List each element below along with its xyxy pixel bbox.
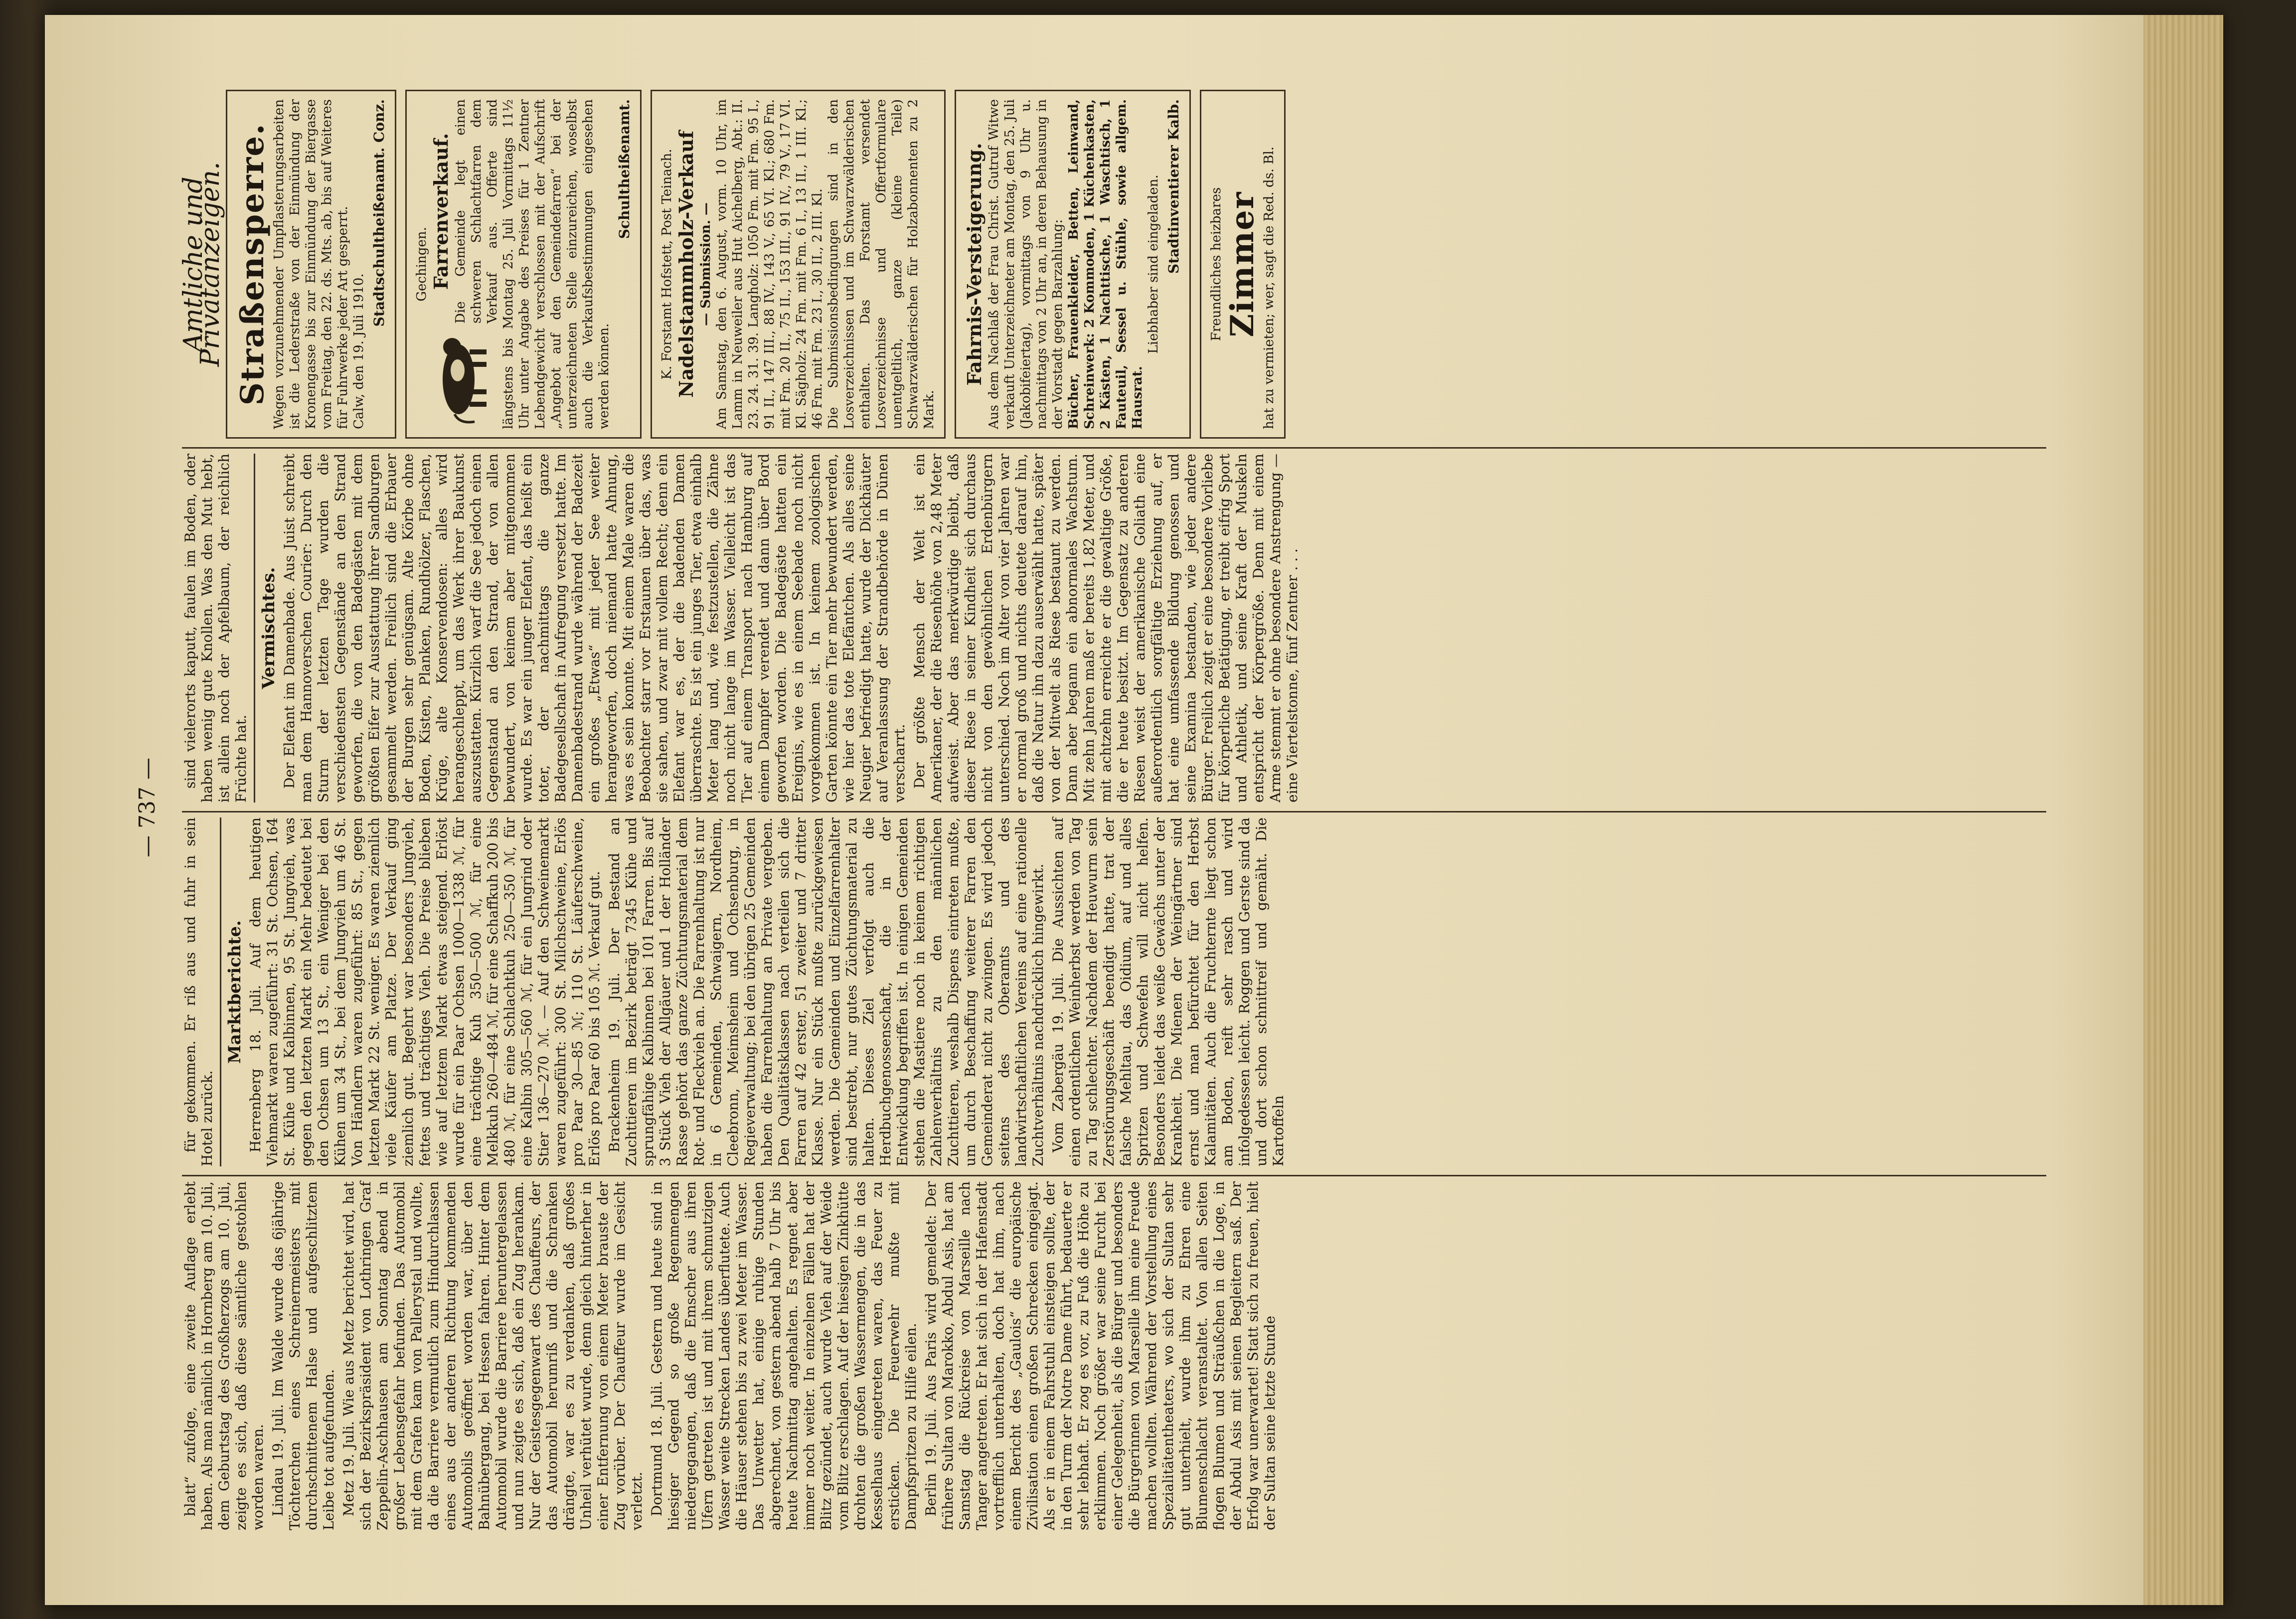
ad-title: Nadelstammholz-Verkauf <box>675 131 697 398</box>
ad-title: Straßensperre. <box>234 123 271 406</box>
column-2 <box>182 817 2056 1166</box>
section-heading: Marktberichte. <box>225 920 245 1064</box>
ad-text: Die Gemeinde legt einen schweren Schlachtfarren dem Verkauf aus. Offerte sind längstens bis Montag 25. Juli Vormittags 11½ Uhr unter Angabe des Preises für 1 Zentner Lebendgewicht verschlossen mit der Aufschrift „Angebot auf den Gemeindefarren“ bei der unterzeichneten Stelle einzureichen, woselbst auch die Verkaufsbestimmungen eingesehen werden können. <box>453 99 612 429</box>
page-number: — 737 — <box>135 758 160 857</box>
news-paragraph: Dortmund 18. Juli. Gestern und heute sind in hiesiger Gegend so große Regenmengen niedergegangen, daß die Emscher aus ihren Ufern getreten ist und mit ihrem schmutzigen Wasser weite Strecken Landes überflutete. Auch die Häuser stehen bis zu zwei Meter im Wasser. Das Unwetter hat, einige ruhige Stunden abgerechnet, von gestern abend halb 7 Uhr bis heute Nachmittag angehalten. Es regnet aber immer noch weiter. In einzelnen Fällen hat der Blitz gezündet, auch wurde Vieh auf der Weide vom Blitz erschlagen. Auf der hiesigen Zinkhütte drohten die großen Wassermengen, die in das Kesselhaus eingetreten waren, das Feuer zu ersticken. Die Feuerwehr mußte mit Dampfspritzen zu Hilfe eilen. <box>649 1181 919 1530</box>
column-rule <box>182 447 2046 449</box>
ad-signature: Stadtschultheißenamt. Conz. <box>371 99 387 327</box>
ad-place: Gechingen. <box>414 227 429 302</box>
news-paragraph: für gekommen. Er riß aus und fuhr in sein Hotel zurück. <box>182 817 215 1166</box>
ad-text: Die Submissionsbedingungen sind in den Losverzeichnissen und im Schwarzwälderischen enthalten. Das Forstamt versendet Losverzeichnisse und Offertformulare unentgeltlich, ganze (kleine Teile) Schwarzwälderischen für Holzabonnenten zu 2 Mark. <box>826 99 937 429</box>
market-paragraph: Vom Zabergäu 19. Juli. Die Aussichten auf einen ordentlichen Weinherbst werden von Tag zu Tag schlechter. Nachdem der Heuwurm sein Zerstörungsgeschäft beendigt hatte, trat der falsche Mehltau, das Oidium, auf und alles Spritzen und Schwefeln will nicht helfen. Besonders leidet das weiße Gewächs unter der Krankheit. Die Mienen der Weingärtner sind ernst und man befürchtet für den Herbst Kalamitäten. Auch die Fruchternte liegt schon am Boden, reift sehr rasch und wird infolgedessen leicht. Roggen und Gerste sind da und dort schon schnittreif und gemäht. Die Kartoffeln <box>1050 817 1287 1166</box>
news-paragraph: Metz 19. Juli. Wie aus Metz berichtet wird, hat sich der Bezirkspräsident von Lothringen Graf Zeppelin-Aschhausen am Sonntag abend in großer Lebensgefahr befunden. Das Automobil mit dem Grafen kam von Pallerystal und wollte, da die Barriere vermutlich zum Hindurchlassen eines aus der anderen Richtung kommenden Automobils geöffnet worden war, über den Bahnübergang, bei Hessen fahren. Hinter dem Automobil wurde die Barriere heruntergelassen und nun zeigte es sich, daß ein Zug herankam. Nur der Geistesgegenwart des Chauffeurs, der das Automobil herumriß und die Schranken drängte, war es zu verdanken, daß großes Unheil verhütet wurde, denn gleich hinterher in einer Entfernung von einem Meter brauste der Zug vorüber. Der Chauffeur wurde im Gesicht verletzt. <box>340 1181 645 1530</box>
ad-text: Wegen vorzunehmender Umpflasterungsarbeiten ist die Lederstraße von der Einmündung der Kronengasse bis zur Einmündung der Biergasse vom Freitag, den 22. ds. Mts. ab, bis auf Weiteres für Fuhrwerke jeder Art gesperrt. <box>272 99 350 429</box>
ad-nadelstammholz <box>651 90 946 439</box>
section-heading: Vermischtes. <box>259 567 279 689</box>
column-1 <box>182 1181 2056 1530</box>
ad-zimmer <box>1200 90 1286 439</box>
ad-invite: Liebhaber sind eingeladen. <box>1146 174 1161 354</box>
column-rule <box>182 1175 2046 1176</box>
news-paragraph: sind vielerorts kaputt, faulen im Boden, oder haben wenig gute Knollen. Was den Mut hebt, ist allein noch der Apfelbaum, der reichlich Früchte hat. <box>182 454 249 803</box>
ad-fahrnis <box>955 90 1191 439</box>
ad-office: K. Forstamt Hofstett, Post Teinach. <box>659 149 674 380</box>
news-paragraph: Lindau 19. Juli. Im Walde wurde das 6jährige Töchterchen eines Schreinermeisters mit durchschnittenem Halse und aufgeschlitztem Leibe tot aufgefunden. <box>270 1181 337 1530</box>
column-3 <box>182 454 2056 803</box>
ad-text: Aus dem Nachlaß der Frau Christ. Gutruf Witwe verkauft Unterzeichneter am Montag, den 25. Juli (Jakobifeiertag), vormittags von 9 Uhr u. nachmittags von 2 Uhr an, in deren Behausung in der Vorstadt gegen Barzahlung: <box>986 99 1065 429</box>
section-divider <box>254 454 255 803</box>
ads-section-title: Amtliche und Privatanzeigen. <box>178 162 225 367</box>
news-paragraph: blatt“ zufolge, eine zweite Auflage erlebt haben. Als man nämlich in Hornberg am 10. Juli, dem Geburtstag des Großherzogs am 10. Juli, zeigte es sich, daß diese sämtliche gestohlen worden waren. <box>182 1181 266 1530</box>
ad-title: Fahrnis-Versteigerung. <box>963 143 985 386</box>
ad-signature: Schultheißenamt. <box>616 99 633 239</box>
ad-farrenverkauf <box>405 90 642 439</box>
book-spine <box>2143 15 2223 1605</box>
ad-title: Zimmer <box>1224 191 1261 337</box>
newspaper-page <box>45 15 2223 1605</box>
ad-text: hat zu vermieten; wer, sagt die Red. ds. Bl. <box>1262 146 1277 429</box>
bull-illustration <box>430 329 490 429</box>
rotated-sheet <box>135 75 2069 1540</box>
ad-lead: Freundliches heizbares <box>1209 187 1224 341</box>
market-paragraph: Herrenberg 18. Juli. Auf dem heutigen Viehmarkt waren zugeführt: 31 St. Ochsen, 164 St. Kühe und Kalbinnen, 95 St. Jungvieh, was gegen den letzten Markt ein Mehr bedeutet bei den Ochsen um 13 St., ein Weniger bei den Kühen um 34 St., bei dem Jungvieh um 46 St. Von Händlern waren zugeführt: 85 St., gegen letzten Markt 22 St. weniger. Es waren ziemlich viele Käufer am Platze. Der Verkauf ging ziemlich gut. Begehrt war besonders Jungvieh, fettes und trächtiges Vieh. Die Preise blieben wie auf letztem Markt etwas steigend. Erlöst wurde für ein Paar Ochsen 1000—1338 ℳ, für eine trächtige Kuh 350—500 ℳ, für eine Melkkuh 260—484 ℳ, für eine Schaffkuh 200 bis 480 ℳ, für eine Schlachtkuh 250—350 ℳ, für eine Kalbin 305—560 ℳ, für ein Jungrind oder Stier 136—270 ℳ. — Auf den Schweinemarkt waren zugeführt: 300 St. Milchschweine, Erlös pro Paar 30—85 ℳ; 110 St. Läuferschweine, Erlös pro Paar 60 bis 105 ℳ. Verkauf gut. <box>247 817 603 1166</box>
column-rule <box>182 811 2046 812</box>
market-paragraph: Brackenheim 19. Juli. Der Bestand an Zuchttieren im Bezirk beträgt 7345 Kühe und sprungfähige Kalbinnen bei 101 Farren. Bis auf 3 Stück Vieh der Allgäuer und 1 der Holländer Rasse gehört das ganze Züchtungsmaterial dem Rot- und Fleckvieh an. Die Farrenhaltung ist nur in 6 Gemeinden, Schwaigern, Nordheim, Cleebronn, Meimsheim und Ochsenburg, in Regieverwaltung; bei den übrigen 25 Gemeinden haben die Farrenhaltung an Private vergeben. Den Qualitätsklassen nach verteilen sich die Farren auf 42 erster, 51 zweiter und 7 dritter Klasse. Nur ein Stück mußte zurückgewiesen werden. Die Gemeinden und Einzelfarrenhalter sind bestrebt, nur gutes Züchtungsmaterial zu halten. Dieses Ziel verfolgt auch die Herdbuchgenossenschaft, die in der Entwicklung begriffen ist. In einigen Gemeinden stehen die Mastiere noch in keinem richtigen Zahlenverhältnis zu den männlichen Zuchttieren, weshalb Dispens eintreten mußte, um durch Beschaffung weiterer Farren den Gemeinderat nicht zu zwingen. Es wird jedoch seitens des Oberamts und des landwirtschaftlichen Vereins auf eine rationelle Zuchtverhältnis nachdrücklich hingewirkt. <box>606 817 1046 1166</box>
misc-paragraph: Der größte Mensch der Welt ist ein Amerikaner, der die Riesenhöhe von 2,48 Meter aufweist. Aber das merkwürdige bleibt, daß dieser Riese in seiner Kindheit sich durchaus nicht von den gewöhnlichen Erdenbürgern unterschied. Noch im Alter von vier Jahren war er normal groß und nichts deutete darauf hin, daß die Natur ihn dazu auserwählt hatte, später von der Mitwelt als Riese bestaunt zu werden. Dann aber begann ein abnormales Wachstum. Mit zehn Jahren maß er bereits 1,82 Meter, und mit achtzehn erreichte er die gewaltige Größe, die er heute besitzt. Im Gegensatz zu anderen Riesen weist der amerikanische Goliath eine außerordentlich sorgfältige Erziehung auf, er hat eine umfassende Bildung genossen und seine Examina bestanden, wie jeder andere Bürger. Freilich zeigt er eine besondere Vorliebe für körperliche Betätigung, er treibt eifrig Sport und Athletik, und seine Kraft der Muskeln entspricht der Körpergröße. Denn mit einem Arme stemmt er ohne besondere Anstrengung — eine Viertelstonne, fünf Zentner . . . <box>911 454 1301 803</box>
ad-strassensperre <box>226 90 396 439</box>
ad-subtitle: — Submission. — <box>698 202 713 326</box>
ad-signature: Stadtinventierer Kalb. <box>1165 99 1182 274</box>
column-ads <box>178 90 2056 439</box>
section-divider <box>220 817 221 1166</box>
ad-items: Bücher, Frauenkleider, Betten, Leinwand, Schreinwerk: 2 Kommoden, 1 Küchenkasten, 2 Kästen, 1 Nachttische, 1 Waschtisch, 1 Fauteuil, Sessel u. Stühle, sowie allgem. Hausrat. <box>1066 99 1145 429</box>
misc-paragraph: Der Elefant im Damenbade. Aus Juist schreibt man dem Hannoverschen Courier: Durch den Sturm der letzten Tage wurden die verschiedensten Gegenstände an den Strand geworfen, die von den Badegästen mit dem größten Eifer zur Ausstattung ihrer Sandburgen gesammelt werden. Freilich sind die Erbauer der Burgen sehr genügsam. Alte Körbe ohne Boden, Kisten, Planken, Rundhölzer, Flaschen, Krüge, alte Konservendosen: alles wird herangeschleppt, um das Werk ihrer Baukunst auszustatten. Kürzlich warf die See jedoch einen Gegenstand an den Strand, der von allen bewundert, von keinem aber mitgenommen wurde. Es war ein junger Elefant, das heißt ein toter, der nachmittags die ganze Badegesellschaft in Aufregung versetzt hatte. Im Damenbadestrand wurde während der Badezeit ein großes „Etwas“ mit jeder See weiter herangeworfen, doch niemand hatte Ahnung, was es sein konnte. Mit einem Male waren die Beobachter starr vor Erstaunen über das, was sie sahen, und zwar mit vollem Recht; denn ein Elefant war es, der die badenden Damen überraschte. Es ist ein junges Tier, etwa einhalb Meter lang und, wie festzustellen, die Zähne noch nicht lange im Wasser. Vielleicht ist das Tier auf einem Transport nach Hamburg auf einem Dampfer verendet und dann über Bord geworfen worden. Die Badegäste hatten ein Ereignis, wie es in einem Seebade noch nicht vorgekommen ist. In keinem zoologischen Garten könnte ein Tier mehr bewundert werden, wie hier das tote Elefäntchen. Als alles seine Neugier befriedigt hatte, wurde der Dickhäuter auf Veranlassung der Strandbehörde in Dünen verscharrt. <box>281 454 908 803</box>
ad-text: Am Samstag, den 6. August, vorm. 10 Uhr, im Lamm in Neuweiler aus Hut Aichelberg, Abt.: II. 23. 24. 31. 39. Langholz: 1050 Fm. mit Fm. 95 I., 91 II., 147 III., 88 IV., 143 V., 65 VI. Kl.; 680 Fm. mit Fm. 20 II., 75 II., 153 III., 91 IV., 79 V., 17 VI. Kl. Sägholz: 24 Fm. mit Fm. 6 I., 13 II., 1 III. Kl.; 46 Fm. mit Fm. 23 I., 30 II., 2 III. Kl. <box>714 99 825 429</box>
news-paragraph: Berlin 19. Juli. Aus Paris wird gemeldet: Der frühere Sultan von Marokko, Abdul Asis, hat am Samstag die Rückreise von Marseille nach Tanger angetreten. Er hat sich in der Hafenstadt vortrefflich unterhalten, doch hat ihm, nach einem Bericht des „Gaulois“ die europäische Zivilisation einen großen Schrecken eingejagt. Als er in einem Fahrstuhl einsteigen sollte, der in den Turm der Notre Dame führt, bedauerte er sehr lebhaft. Er zog es vor, zu Fuß die Höhe zu erklimmen. Noch größer war seine Furcht bei einer Gelegenheit, als die Bürger und besonders die Bürgerinnen von Marseille ihm eine Freude machen wollten. Während der Vorstellung eines Spezialitätentheaters, wo sich der Sultan sehr gut unterhielt, wurde ihm zu Ehren eine Blumenschlacht veranstaltet. Von allen Seiten flogen Blumen und Sträußchen in die Loge, in der Abdul Asis mit seinen Begleitern saß. Der Erfolg war unerwartet! Statt sich zu freuen, hielt der Sultan seine letzte Stunde <box>923 1181 1278 1530</box>
ad-date: Calw, den 19. Juli 1910. <box>351 273 366 429</box>
ad-title: Farrenverkauf. <box>430 133 452 290</box>
